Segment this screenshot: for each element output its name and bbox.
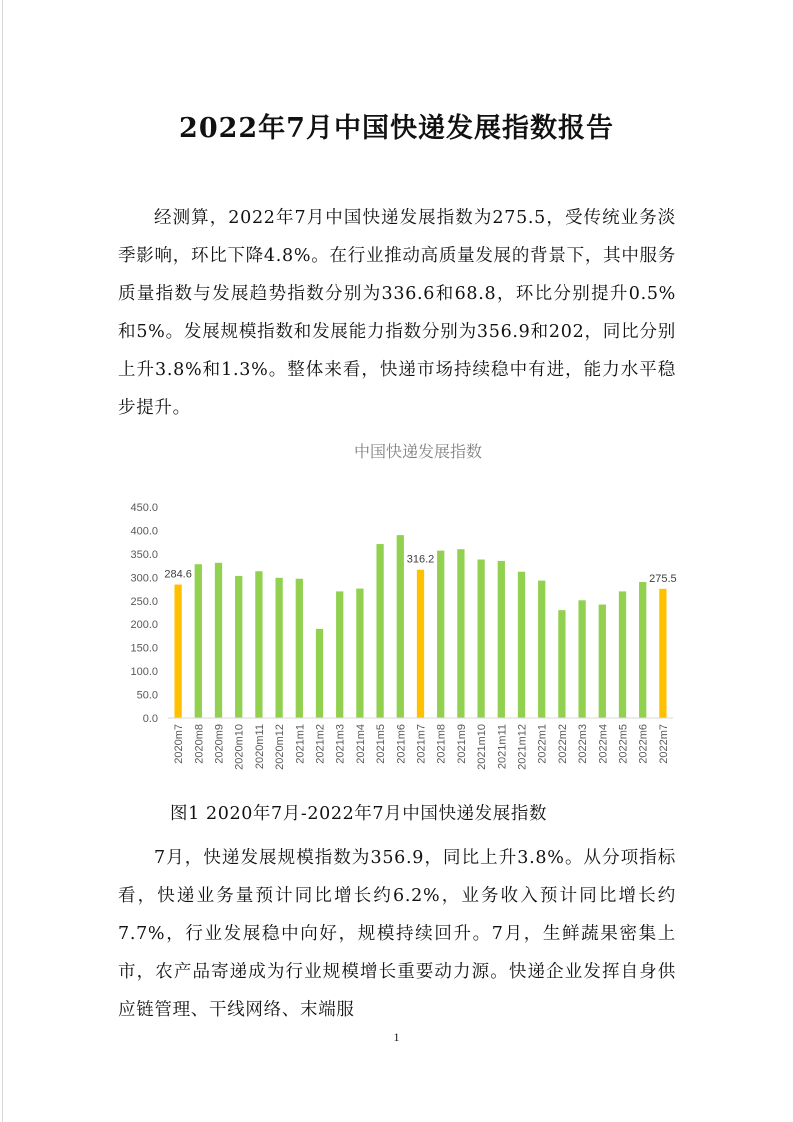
bar-2022m6 [639,582,646,718]
x-tick-label: 2021m10 [476,724,489,770]
x-tick-label: 2020m8 [193,724,206,764]
y-tick-label: 150.0 [130,642,158,655]
x-tick-label: 2021m8 [435,724,448,764]
y-tick-label: 200.0 [130,619,158,632]
bar-2021m3 [336,591,343,718]
y-tick-label: 250.0 [130,595,158,608]
bar-2020m10 [235,576,242,718]
figure-caption: 图1 2020年7月-2022年7月中国快递发展指数 [170,804,548,824]
bar-2020m11 [255,571,262,718]
bar-2020m7 [174,585,181,718]
data-label: 316.2 [406,553,435,566]
scale-paragraph: 7月，快递发展规模指数为356.9，同比上升3.8%。从分项指标看，快递业务量预计同比增长约6.2%，业务收入预计同比增长约7.7%，行业发展稳中向好，规模持续回升。7月，生鲜蔬果密集上市，农产品寄递成为行业规模增长重要动力源。快递企业发挥自身供应链管理、干线网络、末端服 [118,848,676,1020]
x-tick-label: 2021m3 [334,724,347,764]
x-tick-label: 2021m9 [455,724,468,764]
chart-title: 中国快递发展指数 [353,442,483,461]
x-tick-label: 2022m4 [597,724,610,764]
x-tick-label: 2020m7 [173,724,186,764]
bar-2021m4 [356,589,363,718]
x-tick-label: 2021m1 [294,724,307,764]
y-tick-label: 50.0 [136,689,158,702]
x-tick-label: 2022m3 [577,724,590,764]
bar-2020m12 [275,578,282,718]
x-tick-label: 2021m5 [375,724,388,764]
bar-2021m1 [296,579,303,718]
bar-2021m9 [457,549,464,718]
chart-canvas [118,432,683,777]
bar-2022m4 [599,605,606,718]
y-tick-label: 300.0 [130,572,158,585]
x-tick-label: 2021m4 [354,724,367,764]
intro-paragraph: 经测算，2022年7月中国快递发展指数为275.5，受传统业务淡季影响，环比下降4.8%。在行业推动高质量发展的背景下，其中服务质量指数与发展趋势指数分别为336.6和68.8，环比分别提升0.5%和5%。发展规模指数和发展能力指数分别为356.9和202，同比分别上升3.8%和1.3%。整体来看，快递市场持续稳中有进，能力水平稳步提升。 [118,208,676,418]
x-tick-label: 2021m12 [516,724,529,770]
x-tick-label: 2021m2 [314,724,327,764]
x-axis [168,718,673,770]
y-tick-label: 450.0 [130,502,158,514]
bar-2021m11 [498,561,505,718]
bar-2022m1 [538,581,545,718]
y-tick-label: 400.0 [130,525,158,538]
y-axis [130,502,158,725]
x-tick-label: 2022m7 [657,724,670,764]
x-tick-label: 2020m12 [274,724,287,770]
page-edge [2,0,3,1122]
bar-2022m5 [619,591,626,718]
x-tick-label: 2022m2 [556,724,569,764]
x-tick-label: 2020m9 [213,724,226,764]
x-tick-label: 2022m5 [617,724,630,764]
page-number: 1 [393,1030,400,1044]
x-tick-label: 2021m6 [395,724,408,764]
y-tick-label: 0.0 [142,713,158,725]
x-tick-label: 2022m6 [637,724,650,764]
express-index-chart [118,432,683,777]
x-tick-label: 2021m11 [496,724,509,770]
bar-2021m12 [518,572,525,718]
bar-2021m2 [316,629,323,718]
bar-2021m8 [437,551,444,718]
bar-2020m8 [195,564,202,718]
x-tick-label: 2020m10 [233,724,246,770]
bar-2021m7 [417,570,424,718]
bar-2022m7 [659,589,666,718]
document-title: 2022年7月中国快递发展指数报告 [179,113,614,144]
bar-2020m9 [215,563,222,718]
data-label: 284.6 [164,568,192,581]
y-tick-label: 350.0 [130,548,158,561]
y-tick-label: 100.0 [130,666,158,679]
bar-2021m10 [477,560,484,718]
bar-2021m6 [397,535,404,718]
x-tick-label: 2022m1 [536,724,549,764]
bar-2021m5 [376,544,383,718]
bar-2022m2 [558,610,565,718]
x-tick-label: 2020m11 [253,724,266,770]
x-tick-label: 2021m7 [415,724,428,764]
data-label: 275.5 [649,572,677,585]
bar-2022m3 [578,600,585,718]
